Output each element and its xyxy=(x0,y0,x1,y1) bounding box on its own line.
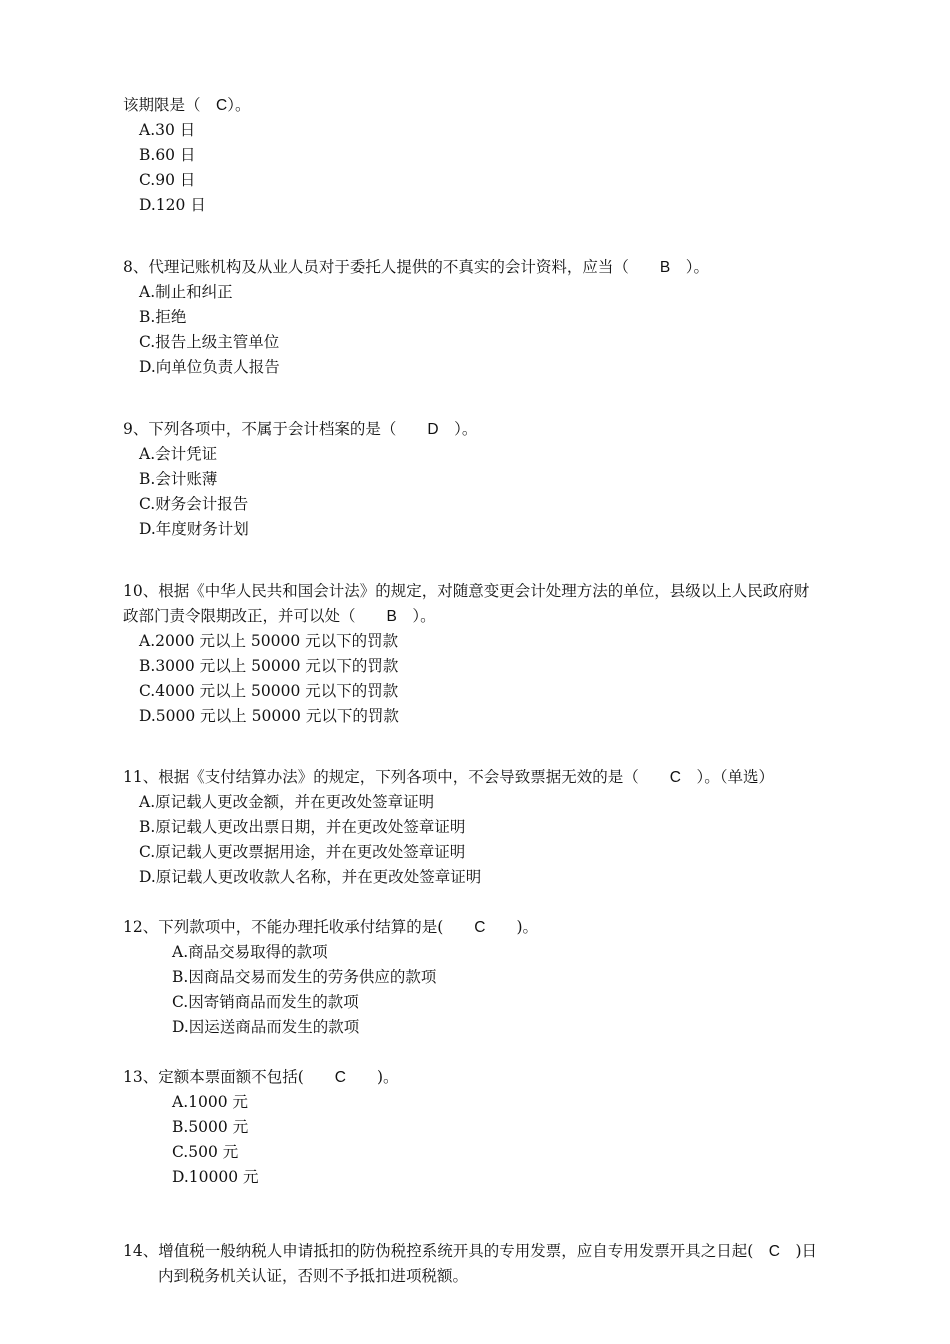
option: D.120 日 xyxy=(139,196,206,214)
option: C.4000 元以上 50000 元以下的罚款 xyxy=(139,682,399,700)
option: D.原记载人更改收款人名称，并在更改处签章证明 xyxy=(139,868,482,886)
option: B.原记载人更改出票日期，并在更改处签章证明 xyxy=(139,818,466,836)
option: A.2000 元以上 50000 元以下的罚款 xyxy=(139,632,399,650)
option: C.因寄销商品而发生的款项 xyxy=(172,993,359,1011)
option: A.会计凭证 xyxy=(139,445,218,463)
option: C.原记载人更改票据用途，并在更改处签章证明 xyxy=(139,843,466,861)
stem-text: 11、根据《支付结算办法》的规定，下列各项中，不会导致票据无效的是（ xyxy=(123,768,670,786)
option: D.向单位负责人报告 xyxy=(139,358,280,376)
question-stem-continued xyxy=(123,605,436,628)
option: A.30 日 xyxy=(139,121,196,139)
stem-text: 13、定额本票面额不包括( xyxy=(123,1068,335,1086)
stem-after: )。 xyxy=(377,1068,399,1086)
answer-letter: D xyxy=(427,421,439,438)
stem-text: 政部门责令限期改正，并可以处（ xyxy=(123,607,387,625)
option: B.3000 元以上 50000 元以下的罚款 xyxy=(139,657,399,675)
answer-letter: C xyxy=(669,769,681,786)
stem-after: ）。（单选） xyxy=(696,768,774,786)
option: A.制止和纠正 xyxy=(139,283,233,301)
stem-after: ）。 xyxy=(685,258,709,276)
answer-letter: B xyxy=(659,259,671,276)
question-stem xyxy=(123,94,250,117)
option: B.会计账薄 xyxy=(139,470,218,488)
stem-text: 12、下列款项中，不能办理托收承付结算的是( xyxy=(123,918,475,936)
option: B.60 日 xyxy=(139,146,196,164)
answer-letter: B xyxy=(386,608,397,625)
option: B.5000 元 xyxy=(172,1118,249,1136)
question-stem xyxy=(123,916,538,939)
question-stem xyxy=(123,256,709,279)
option: A.1000 元 xyxy=(172,1093,248,1111)
question-stem xyxy=(123,1240,817,1263)
answer-letter: C xyxy=(768,1243,780,1260)
stem-text: 该期限是（ xyxy=(123,96,217,114)
answer-letter: C xyxy=(474,919,486,936)
option: C.90 日 xyxy=(139,171,196,189)
question-stem: 10、根据《中华人民共和国会计法》的规定，对随意变更会计处理方法的单位，县级以上人民政府财 xyxy=(123,582,810,600)
answer-letter: C xyxy=(216,97,228,114)
option: D.年度财务计划 xyxy=(139,520,249,538)
question-stem-continued: 内到税务机关认证，否则不予抵扣进项税额。 xyxy=(158,1267,469,1285)
stem-text: 8、代理记账机构及从业人员对于委托人提供的不真实的会计资料，应当（ xyxy=(123,258,660,276)
option: B.因商品交易而发生的劳务供应的款项 xyxy=(172,968,437,986)
stem-after: ）。 xyxy=(412,607,436,625)
stem-after: ）。 xyxy=(227,96,251,114)
question-stem xyxy=(123,766,774,789)
stem-after: )。 xyxy=(516,918,539,936)
stem-after: )日 xyxy=(795,1242,818,1260)
option: C.财务会计报告 xyxy=(139,495,249,513)
answer-letter: C xyxy=(334,1069,346,1086)
option: C.报告上级主管单位 xyxy=(139,333,280,351)
question-stem xyxy=(123,1066,399,1089)
option: D.因运送商品而发生的款项 xyxy=(172,1018,360,1036)
question-stem xyxy=(123,418,477,441)
stem-text: 9、下列各项中，不属于会计档案的是（ xyxy=(123,420,428,438)
option: D.10000 元 xyxy=(172,1168,259,1186)
option: A.原记载人更改金额，并在更改处签章证明 xyxy=(139,793,435,811)
option: D.5000 元以上 50000 元以下的罚款 xyxy=(139,707,399,725)
option: B.拒绝 xyxy=(139,308,187,326)
stem-after: ）。 xyxy=(454,420,478,438)
option: A.商品交易取得的款项 xyxy=(172,943,328,961)
stem-text: 14、增值税一般纳税人申请抵扣的防伪税控系统开具的专用发票，应自专用发票开具之日起( xyxy=(123,1242,769,1260)
option: C.500 元 xyxy=(172,1143,239,1161)
